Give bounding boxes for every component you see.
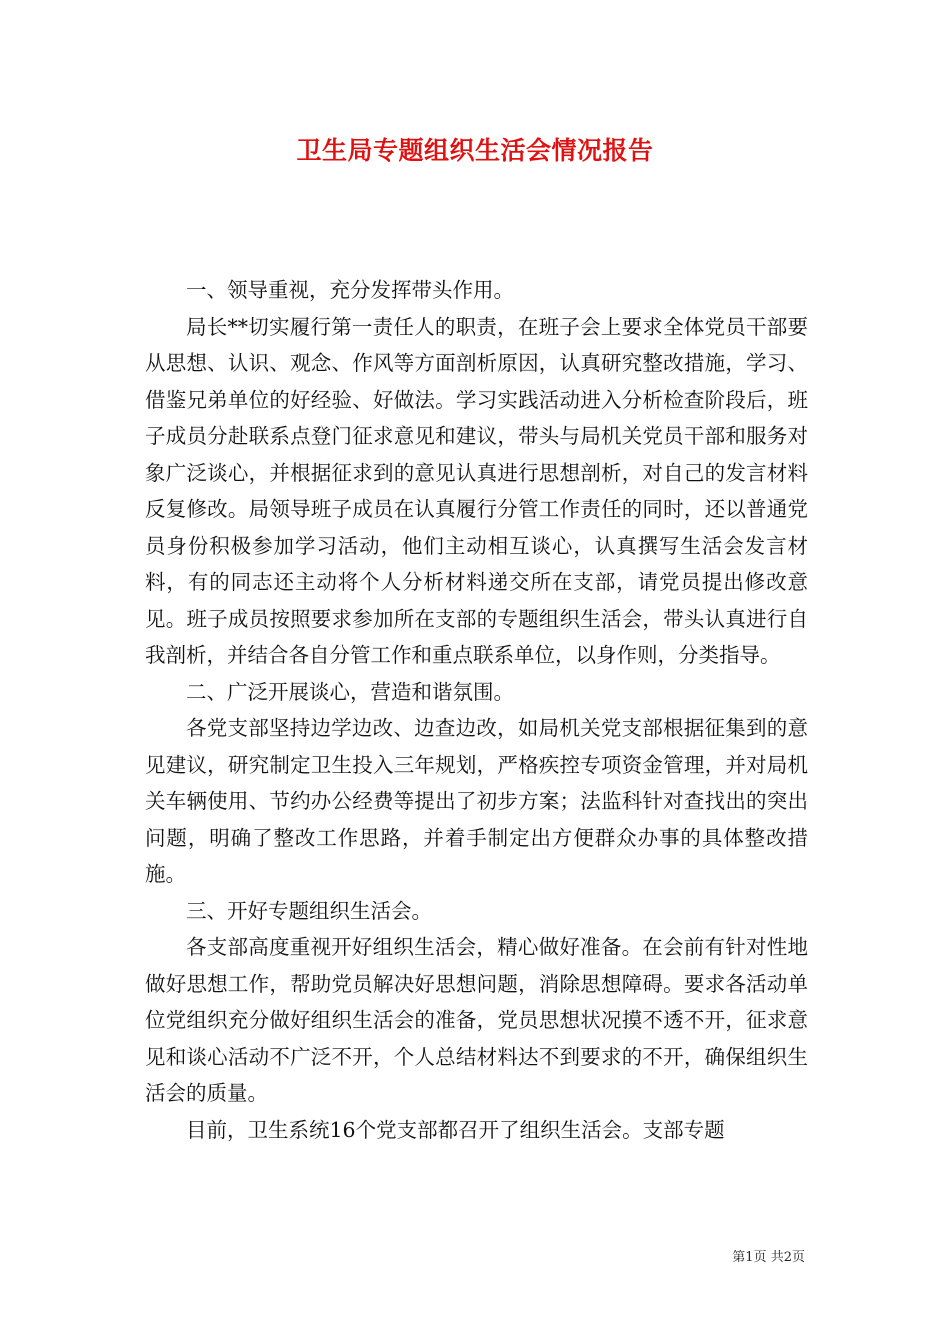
page-number-footer xyxy=(732,1246,805,1265)
footer-prefix: 第 xyxy=(732,1250,746,1265)
footer-suffix: 页 xyxy=(791,1250,805,1265)
section-heading-3: 三、开好专题组织生活会。 xyxy=(186,898,432,923)
document-body xyxy=(145,272,808,1148)
paragraph-4: 目前，卫生系统16个党支部都召开了组织生活会。支部专题 xyxy=(186,1117,725,1142)
section-heading-2: 二、广泛开展谈心，营造和谐氛围。 xyxy=(186,679,514,704)
paragraph-1: 局长**切实履行第一责任人的职责，在班子会上要求全体党员干部要从思想、认识、观念、作风等方面剖析原因，认真研究整改措施，学习、借鉴兄弟单位的好经验、好做法。学习实践活动进入分析检查阶段后，班子成员分赴联系点登门征求意见和建议，带头与局机关党员干部和服务对象广泛谈心，并根据征求到的意见认真进行思想剖析，对自己的发言材料反复修改。局领导班子成员在认真履行分管工作责任的同时，还以普通党员身份积极参加学习活动，他们主动相互谈心，认真撰写生活会发言材料，有的同志还主动将个人分析材料递交所在支部，请党员提出修改意见。班子成员按照要求参加所在支部的专题组织生活会，带头认真进行自我剖析，并结合各自分管工作和重点联系单位，以身作则，分类指导。 xyxy=(145,314,808,667)
paragraph-2: 各党支部坚持边学边改、边查边改，如局机关党支部根据征集到的意见建议，研究制定卫生投入三年规划，严格疾控专项资金管理，并对局机关车辆使用、节约办公经费等提出了初步方案；法监科针对查找出的突出问题，明确了整改工作思路，并着手制定出方便群众办事的具体整改措施。 xyxy=(145,716,808,886)
total-page-number: 2 xyxy=(783,1250,792,1265)
section-heading-1: 一、领导重视，充分发挥带头作用。 xyxy=(186,278,514,302)
footer-middle: 页 共 xyxy=(753,1250,784,1265)
current-page-number: 1 xyxy=(745,1250,754,1265)
document-title: 卫生局专题组织生活会情况报告 xyxy=(296,136,654,165)
paragraph-3: 各支部高度重视开好组织生活会，精心做好准备。在会前有针对性地做好思想工作，帮助党员解决好思想问题，消除思想障碍。要求各活动单位党组织充分做好组织生活会的准备，党员思想状况摸不透不开，征求意见和谈心活动不广泛不开，个人总结材料达不到要求的不开，确保组织生活会的质量。 xyxy=(145,935,808,1105)
